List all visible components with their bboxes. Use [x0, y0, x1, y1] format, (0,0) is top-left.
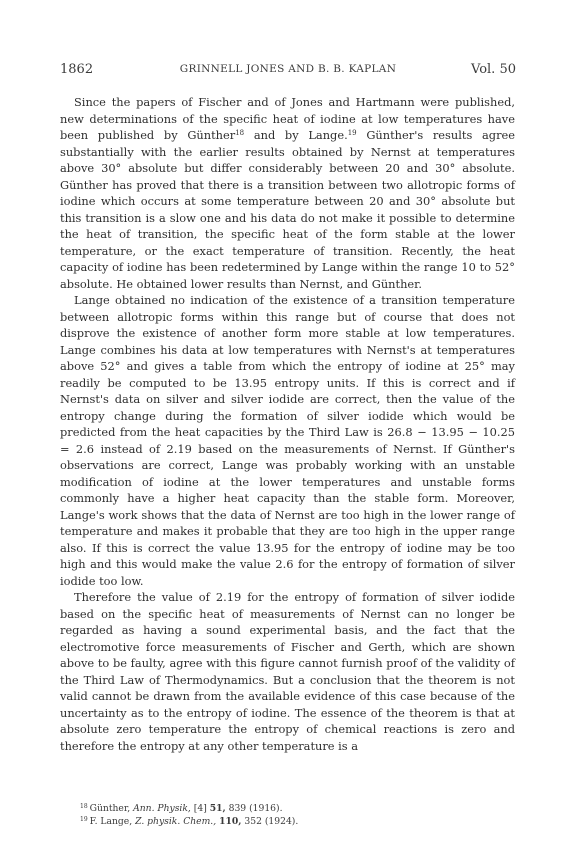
footnote-author: F. Lange, [89, 816, 136, 827]
footnote-volume: 110, [219, 816, 242, 827]
running-title: GRINNELL JONES AND B. B. KAPLAN [179, 63, 397, 75]
footnote-number: 18 [80, 803, 88, 810]
footnote-18 [60, 802, 515, 815]
page-number: 1862 [60, 62, 94, 77]
footnote-ref-19: 19 [347, 129, 357, 137]
footnote-journal: Ann. Physik, [133, 803, 191, 814]
footnote-series: [4] [190, 803, 210, 814]
footnote-number: 19 [80, 816, 88, 823]
footnote-author: Günther, [89, 803, 134, 814]
volume-label: Vol. 50 [471, 62, 516, 77]
paragraph-1-text-c: Günther's results agree substantially with the earlier results obtained by Nernst at temperatures above 30° absolute but differ considerably between 20 and 30° absolute. Günther has proved that there is a transition between two allotropic forms of iodine which occurs at some temperature between 20 and 30° absolute but this transition is a slow one and his data do not make it possible to determine the heat of transition, the specific heat of the form stable at the lower temperature, or the exact temperature of transition. Recently, the heat capacity of iodine has been redetermined by Lange within the range 10 to 52° absolute. He obtained lower results than Nernst, and Günther. [60, 128, 515, 291]
footnote-volume: 51, [209, 803, 226, 814]
paragraph-3: Therefore the value of 2.19 for the entropy of formation of silver iodide based on the specific heat of measurements of Nernst can no longer be regarded as having a sound experimental basis, and the fact that the electromotive force measurements of Fischer and Gerth, which are shown above to be faulty, agree with this figure cannot furnish proof of the validity of the Third Law of Thermodynamics. But a conclusion that the theorem is not valid cannot be drawn from the available evidence of this case because of the uncertainty as to the entropy of iodine. The essence of the theorem is that at absolute zero temperature the entropy of chemical reactions is zero and therefore the entropy at any other temperature is a [60, 590, 515, 753]
footnote-pages: 352 (1924). [241, 816, 299, 827]
paragraph-2: Lange obtained no indication of the existence of a transition temperature between allotropic forms within this range but of course that does not disprove the existence of another form more stable at low temperatures. Lange combines his data at low temperatures with Nernst's at temperatures above 52° and gives a table from which the entropy of iodine at 25° may readily be computed to be 13.95 entropy units. If this is correct and if Nernst's data on silver and silver iodide are correct, then the value of the entropy change during the formation of silver iodide which would be predicted from the heat capacities by the Third Law is 26.8 − 13.95 − 10.25 = 2.6 instead of 2.19 based on the measurements of Nernst. If Günther's observations are correct, Lange was probably working with an unstable modification of iodine at the lower temperatures and unstable forms commonly have a higher heat capacity than the stable form. Moreover, Lange's work shows that the data of Nernst are too high in the lower range of temperature and makes it probable that they are too high in the upper range also. If this is correct the value 13.95 for the entropy of iodine may be too high and this would make the value 2.6 for the entropy of formation of silver iodide too low. [60, 293, 515, 588]
footnote-pages: 839 (1916). [225, 803, 283, 814]
footnote-ref-18: 18 [235, 129, 245, 137]
footnote-journal: Z. physik. Chem., [135, 816, 217, 827]
page-header [60, 62, 516, 80]
paragraph-1-text-a: Since the papers of Fischer and of Jones and Hartmann were published, new determinations of the specific heat of iodine at low temperatures have been published by Günther [60, 95, 515, 142]
footnotes [60, 802, 515, 828]
footnote-19 [60, 815, 515, 828]
paragraph-1 [60, 94, 515, 292]
article-body [60, 94, 515, 754]
paragraph-1-text-b: and by Lange. [244, 128, 348, 142]
